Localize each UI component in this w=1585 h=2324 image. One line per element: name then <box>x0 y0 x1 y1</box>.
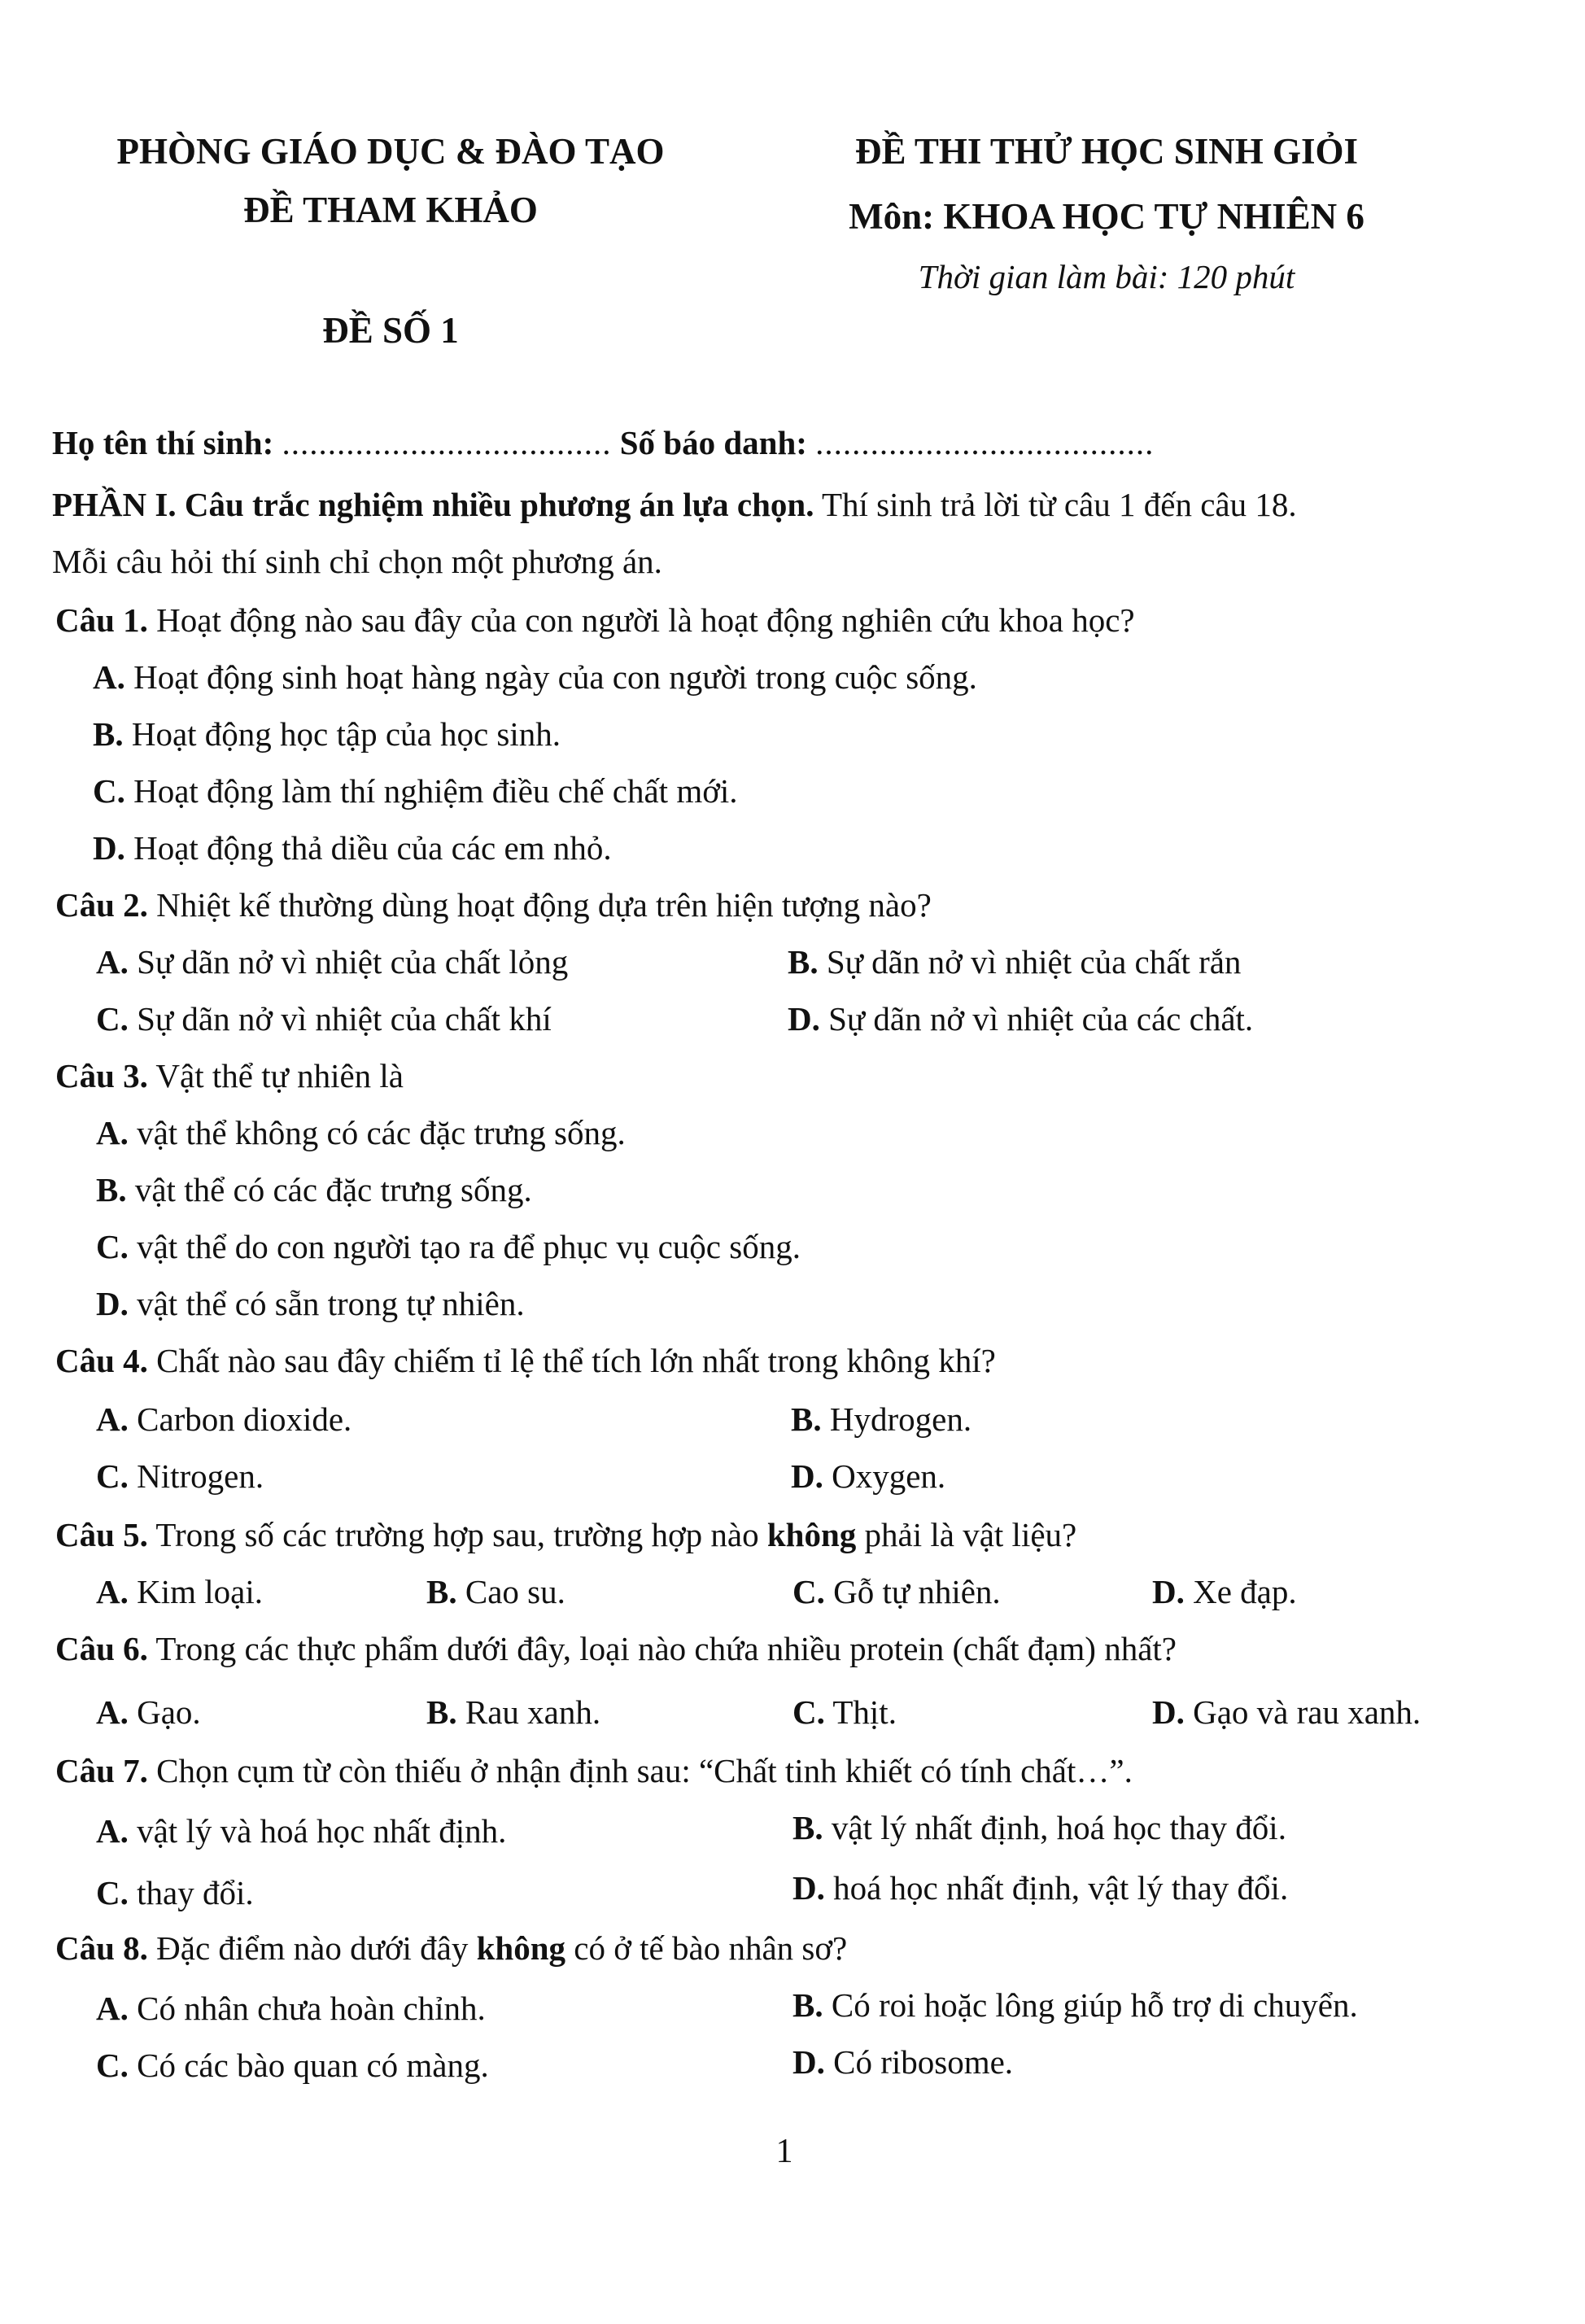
option-key: D. <box>1152 1573 1185 1610</box>
option-key: A. <box>93 658 125 696</box>
page-number: 1 <box>775 2133 793 2170</box>
question-6-option-c[interactable] <box>792 1693 897 1732</box>
question-2-option-a[interactable] <box>96 942 568 981</box>
option-key: C. <box>792 1573 825 1610</box>
question-text: Nhiệt kế thường dùng hoạt động dựa trên hiện tượng nào? <box>147 886 932 924</box>
candidate-info-line <box>52 423 1154 463</box>
question-emphasis: không <box>476 1929 566 1967</box>
option-text: vật thể có sẵn trong tự nhiên. <box>128 1285 525 1322</box>
option-text: Kim loại. <box>128 1573 263 1610</box>
option-key: B. <box>791 1400 822 1438</box>
question-label: Câu 1. <box>55 601 148 639</box>
option-key: D. <box>93 829 125 867</box>
option-text: Hydrogen. <box>821 1400 972 1438</box>
question-5-option-a[interactable] <box>96 1572 263 1611</box>
question-8-option-a[interactable] <box>96 1989 486 2028</box>
option-text: Oxygen. <box>823 1457 946 1495</box>
option-text: Hoạt động học tập của học sinh. <box>123 715 561 753</box>
option-text: vật lý nhất định, hoá học thay đổi. <box>823 1809 1286 1846</box>
part1-heading <box>52 485 1297 525</box>
option-text: Gạo. <box>128 1693 201 1731</box>
question-label: Câu 8. <box>55 1929 148 1967</box>
question-3-option-d[interactable] <box>96 1284 525 1323</box>
exam-title: ĐỀ THI THỬ HỌC SINH GIỎI <box>854 131 1359 172</box>
option-text: hoá học nhất định, vật lý thay đổi. <box>824 1869 1289 1907</box>
question-label: Câu 4. <box>55 1342 148 1379</box>
candidate-name-field[interactable]: .................................... <box>282 424 612 461</box>
question-5-option-d[interactable] <box>1152 1572 1297 1611</box>
option-text: thay đổi. <box>128 1874 254 1911</box>
reference-exam-label: ĐỀ THAM KHẢO <box>243 190 538 230</box>
option-text: vật lý và hoá học nhất định. <box>128 1812 507 1850</box>
question-emphasis: không <box>766 1516 857 1553</box>
candidate-id-field[interactable]: ..................................... <box>815 424 1155 461</box>
question-7-option-b[interactable] <box>792 1808 1286 1847</box>
option-text: vật thể do con người tạo ra để phục vụ cuộc sống. <box>128 1228 801 1265</box>
question-8 <box>55 1929 847 1968</box>
question-1-option-b[interactable] <box>93 714 561 754</box>
option-key: C. <box>96 1000 129 1038</box>
question-7-option-d[interactable] <box>792 1868 1288 1907</box>
option-text: Có roi hoặc lông giúp hỗ trợ di chuyển. <box>823 1986 1358 2024</box>
time-limit: Thời gian làm bài: 120 phút <box>918 258 1295 295</box>
question-text: Chất nào sau đây chiếm tỉ lệ thể tích lớn nhất trong không khí? <box>147 1342 996 1379</box>
question-2-option-c[interactable] <box>96 999 552 1038</box>
option-text: Hoạt động sinh hoạt hàng ngày của con người trong cuộc sống. <box>124 658 977 696</box>
question-8-option-c[interactable] <box>96 2046 489 2085</box>
question-1-option-c[interactable] <box>93 771 738 810</box>
candidate-name-label: Họ tên thí sinh: <box>52 424 274 461</box>
department-title: PHÒNG GIÁO DỤC & ĐÀO TẠO <box>116 131 665 172</box>
option-key: D. <box>792 2043 825 2081</box>
option-key: C. <box>96 1228 129 1265</box>
candidate-id-label: Số báo danh: <box>619 424 807 461</box>
question-4-option-c[interactable] <box>96 1457 264 1496</box>
question-3-option-a[interactable] <box>96 1113 626 1152</box>
question-6-option-d[interactable] <box>1152 1693 1421 1732</box>
option-text: Gạo và rau xanh. <box>1184 1693 1421 1731</box>
question-3-option-b[interactable] <box>96 1170 532 1209</box>
option-text: Gỗ tự nhiên. <box>824 1573 1001 1610</box>
option-text: Xe đạp. <box>1184 1573 1297 1610</box>
question-4-option-d[interactable] <box>791 1457 945 1496</box>
option-text: vật thể có các đặc trưng sống. <box>126 1171 532 1208</box>
question-text: Hoạt động nào sau đây của con người là hoạt động nghiên cứu khoa học? <box>147 601 1135 639</box>
option-text: Thịt. <box>824 1693 897 1731</box>
question-2-option-b[interactable] <box>788 942 1241 981</box>
option-key: D. <box>792 1869 825 1907</box>
option-key: C. <box>93 772 125 810</box>
option-key: C. <box>792 1693 825 1731</box>
option-text: Cao su. <box>456 1573 565 1610</box>
question-2-option-d[interactable] <box>788 999 1253 1038</box>
option-key: B. <box>792 1986 823 2024</box>
option-key: D. <box>96 1285 129 1322</box>
subject-label: Môn: KHOA HỌC TỰ NHIÊN 6 <box>849 196 1364 237</box>
part1-instruction-line2: Mỗi câu hỏi thí sinh chỉ chọn một phương án. <box>52 543 662 580</box>
option-text: Có các bào quan có màng. <box>128 2047 489 2084</box>
question-1 <box>55 601 1135 640</box>
question-label: Câu 5. <box>55 1516 148 1553</box>
option-key: D. <box>791 1457 823 1495</box>
option-key: A. <box>96 1812 129 1850</box>
question-6-option-a[interactable] <box>96 1693 201 1732</box>
question-5-option-c[interactable] <box>792 1572 1001 1611</box>
option-key: C. <box>96 1457 129 1495</box>
question-8-option-b[interactable] <box>792 1985 1358 2025</box>
question-6-option-b[interactable] <box>426 1693 600 1732</box>
question-text: có ở tế bào nhân sơ? <box>565 1929 848 1967</box>
option-key: D. <box>788 1000 820 1038</box>
question-3 <box>55 1056 404 1095</box>
question-label: Câu 2. <box>55 886 148 924</box>
question-4-option-a[interactable] <box>96 1400 351 1439</box>
option-text: Nitrogen. <box>128 1457 264 1495</box>
option-key: A. <box>96 1990 129 2027</box>
question-7 <box>55 1751 1133 1790</box>
question-5-option-b[interactable] <box>426 1572 565 1611</box>
question-text: Đặc điểm nào dưới đây <box>147 1929 477 1967</box>
exam-number: ĐỀ SỐ 1 <box>322 310 459 351</box>
option-key: B. <box>788 943 819 981</box>
option-key: B. <box>426 1693 457 1731</box>
option-key: A. <box>96 1573 129 1610</box>
option-key: D. <box>1152 1693 1185 1731</box>
question-5 <box>55 1515 1076 1554</box>
part1-instruction: Thí sinh trả lời từ câu 1 đến câu 18. <box>814 486 1297 523</box>
option-key: A. <box>96 1693 129 1731</box>
question-text: Vật thể tự nhiên là <box>147 1057 404 1094</box>
option-text: Sự dãn nở vì nhiệt của chất khí <box>128 1000 552 1038</box>
question-label: Câu 6. <box>55 1630 148 1667</box>
question-text: Trong số các trường hợp sau, trường hợp nào <box>147 1516 767 1553</box>
question-7-option-a[interactable] <box>96 1811 506 1850</box>
option-key: A. <box>96 943 129 981</box>
option-text: Sự dãn nở vì nhiệt của chất rắn <box>818 943 1242 981</box>
question-6 <box>55 1629 1177 1668</box>
option-text: Có ribosome. <box>824 2043 1014 2081</box>
option-key: B. <box>792 1809 823 1846</box>
question-1-option-a[interactable] <box>93 657 977 697</box>
option-text: Rau xanh. <box>456 1693 601 1731</box>
question-text: Chọn cụm từ còn thiếu ở nhận định sau: “Chất tinh khiết có tính chất…”. <box>147 1752 1133 1789</box>
question-label: Câu 7. <box>55 1752 148 1789</box>
option-key: B. <box>93 715 124 753</box>
question-7-option-c[interactable] <box>96 1873 254 1912</box>
option-text: Có nhân chưa hoàn chỉnh. <box>128 1990 486 2027</box>
option-key: C. <box>96 1874 129 1911</box>
option-text: Carbon dioxide. <box>128 1400 352 1438</box>
question-text: Trong các thực phẩm dưới đây, loại nào chứa nhiều protein (chất đạm) nhất? <box>147 1630 1177 1667</box>
question-4-option-b[interactable] <box>791 1400 972 1439</box>
question-4 <box>55 1341 996 1380</box>
part1-title: PHẦN I. Câu trắc nghiệm nhiều phương án lựa chọn. <box>52 486 814 523</box>
option-text: Sự dãn nở vì nhiệt của chất lỏng <box>128 943 569 981</box>
option-text: Hoạt động thả diều của các em nhỏ. <box>124 829 612 867</box>
option-key: A. <box>96 1114 129 1151</box>
question-1-option-d[interactable] <box>93 828 612 867</box>
option-key: B. <box>426 1573 457 1610</box>
option-text: Sự dãn nở vì nhiệt của các chất. <box>819 1000 1254 1038</box>
option-key: B. <box>96 1171 127 1208</box>
option-text: Hoạt động làm thí nghiệm điều chế chất mới. <box>124 772 738 810</box>
question-2 <box>55 885 932 924</box>
option-key: C. <box>96 2047 129 2084</box>
option-text: vật thể không có các đặc trưng sống. <box>128 1114 626 1151</box>
question-8-option-d[interactable] <box>792 2042 1013 2082</box>
question-label: Câu 3. <box>55 1057 148 1094</box>
question-text: phải là vật liệu? <box>856 1516 1077 1553</box>
question-3-option-c[interactable] <box>96 1227 801 1266</box>
option-key: A. <box>96 1400 129 1438</box>
